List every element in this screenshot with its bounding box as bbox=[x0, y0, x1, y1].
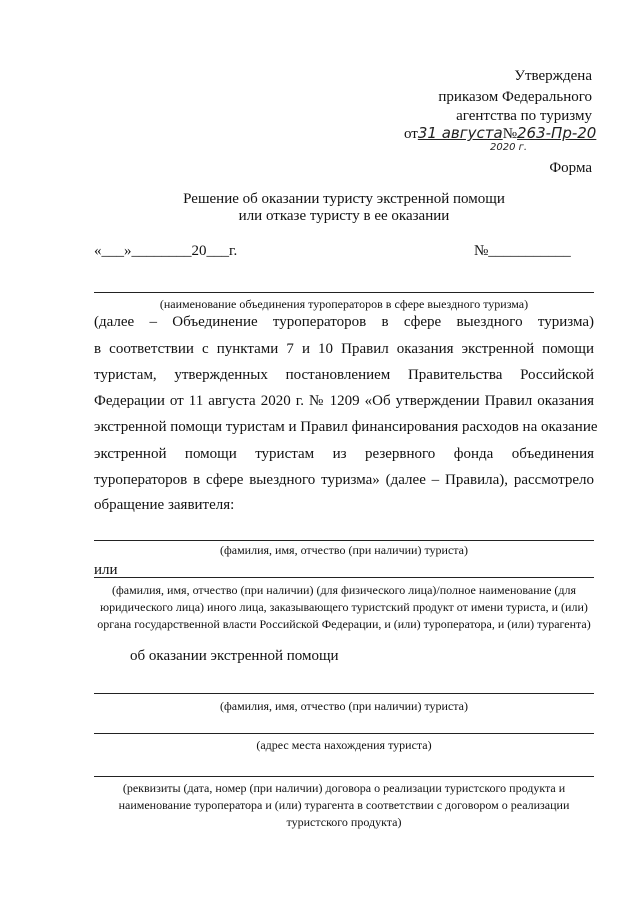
body-line-8: обращение заявителя: bbox=[94, 497, 235, 513]
body-line-4: Федерации от 11 августа 2020 г. № 1209 «Об утверждении Правил оказания bbox=[94, 393, 594, 409]
document-title-line-1: Решение об оказании туристу экстренной помощи bbox=[183, 191, 505, 207]
other-person-fill-line bbox=[94, 577, 594, 578]
contract-fill-line bbox=[94, 776, 594, 777]
tourist-name-2-caption: (фамилия, имя, отчество (при наличии) туриста) bbox=[219, 699, 468, 713]
other-person-caption-line-2: юридического лица) иного лица, заказывающего туристский продукт от имени туриста, и (или) bbox=[100, 600, 588, 614]
body-line-1: (далее – Объединение туроператоров в сфере выездного туризма) bbox=[94, 314, 594, 330]
other-person-caption-line-1: (фамилия, имя, отчество (при наличии) (для физического лица)/полное наименование (для bbox=[111, 583, 576, 597]
contract-caption-line-2: наименование туроператора и (или) турагента в соответствии с договором о реализации bbox=[118, 798, 570, 812]
form-label: Форма bbox=[549, 160, 592, 176]
order-date-handwritten: 31 августа bbox=[417, 124, 503, 142]
body-line-2: в соответствии с пунктами 7 и 10 Правил оказания экстренной помощи bbox=[94, 341, 594, 357]
approval-line-1: Утверждена bbox=[514, 68, 592, 84]
document-title-line-2: или отказе туристу в ее оказании bbox=[238, 208, 450, 224]
decision-number-field: №___________ bbox=[474, 243, 571, 259]
other-person-caption-line-3: органа государственной власти Российской Федерации, и (или) туроператора, и (или) турагента) bbox=[97, 617, 591, 631]
body-line-7: туроператоров в сфере выездного туризма» (далее – Правила), рассмотрело bbox=[94, 472, 594, 488]
approval-order-line bbox=[404, 124, 596, 143]
contract-caption-line-3: туристского продукта) bbox=[286, 815, 402, 829]
body-line-6: экстренной помощи туристам из резервного фонда объединения bbox=[94, 446, 594, 462]
tourist-name-fill-line bbox=[94, 540, 594, 541]
tourist-name-2-fill-line bbox=[94, 693, 594, 694]
order-year-handwritten: 2020 г. bbox=[490, 142, 528, 153]
tourist-address-caption: (адрес места нахождения туриста) bbox=[256, 738, 432, 752]
tourist-address-fill-line bbox=[94, 733, 594, 734]
emergency-help-label: об оказании экстренной помощи bbox=[130, 648, 339, 664]
or-label: или bbox=[94, 562, 118, 578]
association-caption: (наименование объединения туроператоров в сфере выездного туризма) bbox=[159, 297, 529, 311]
association-fill-line bbox=[94, 292, 594, 293]
order-number-sign: № bbox=[502, 126, 517, 142]
body-line-3: туристам, утвержденных постановлением Правительства Российской bbox=[94, 367, 594, 383]
order-prefix: от bbox=[404, 126, 418, 142]
order-number-handwritten: 263-Пр-20 bbox=[517, 124, 597, 142]
tourist-name-caption: (фамилия, имя, отчество (при наличии) туриста) bbox=[219, 543, 468, 557]
body-line-5: экстренной помощи туристам и Правил финансирования расходов на оказание bbox=[94, 419, 598, 435]
approval-line-3: агентства по туризму bbox=[456, 108, 592, 124]
date-field: «___»________20___г. bbox=[94, 243, 238, 259]
approval-line-2: приказом Федерального bbox=[438, 89, 592, 105]
contract-caption-line-1: (реквизиты (дата, номер (при наличии) договора о реализации туристского продукта и bbox=[122, 781, 566, 795]
